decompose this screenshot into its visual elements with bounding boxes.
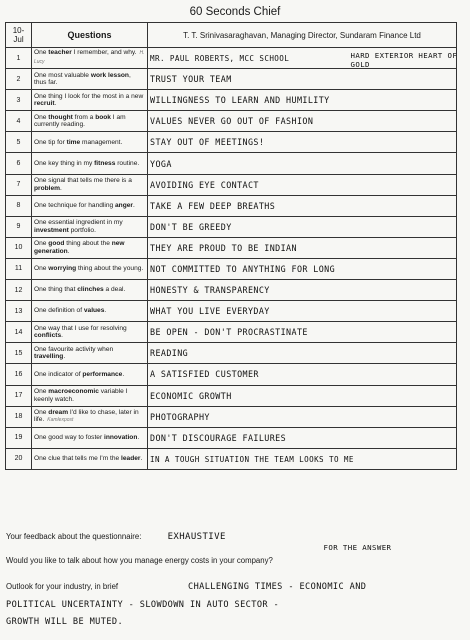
row-number: 4 (6, 111, 32, 132)
question-keyword: innovation (104, 433, 138, 441)
handwritten-answer (148, 258, 457, 279)
question-fragment: One (34, 49, 49, 57)
question-fragment: . (104, 307, 107, 315)
table-row (6, 385, 457, 406)
question-fragment: . (60, 184, 62, 192)
question-fragment: One (34, 408, 49, 416)
outlook-answer-line-3: GROWTH WILL BE MUTED. (6, 617, 124, 627)
question-fragment: One (34, 387, 49, 395)
answer-text: PHOTOGRAPHY (150, 411, 210, 422)
answer-text: BE OPEN - DON'T PROCRASTINATE (150, 327, 308, 338)
table-row (6, 132, 457, 153)
answer-text: IN A TOUGH SITUATION THE TEAM LOOKS TO ME (150, 454, 354, 464)
question-fragment: . (140, 455, 143, 463)
questions-header: Questions (32, 23, 148, 48)
table-row (6, 301, 457, 322)
question-fragment: a deal. (103, 286, 126, 294)
question-keyword: work lesson (90, 71, 129, 79)
handwritten-answer (148, 216, 457, 237)
question-text (32, 153, 148, 174)
question-fragment: One tip for (34, 138, 67, 146)
question-keyword: macroeconomic (48, 387, 99, 395)
question-fragment: One (34, 240, 49, 248)
row-number: 5 (6, 132, 32, 153)
question-fragment: I'd like to chase, later in life. (34, 408, 139, 424)
table-row (6, 406, 457, 427)
row-number: 10 (6, 237, 32, 258)
table-row (6, 448, 457, 469)
question-keyword: clinches (77, 286, 104, 294)
question-fragment: One thing that (34, 286, 78, 294)
table-row (6, 216, 457, 237)
handwritten-answer (148, 195, 457, 216)
question-fragment: I am currently reading. (34, 113, 126, 129)
question-fragment: One clue that tells me I'm the (34, 455, 122, 463)
question-text (32, 195, 148, 216)
table-row (6, 69, 457, 90)
page-title: 60 Seconds Chief (189, 6, 281, 18)
answer-text: NOT COMMITTED TO ANYTHING FOR LONG (150, 263, 336, 274)
question-fragment: One signal that tells me there is a (34, 177, 132, 185)
question-fragment: management. (80, 138, 123, 146)
pencil-note: H. Lucy (34, 50, 145, 66)
row-number: 8 (6, 195, 32, 216)
row-number: 11 (6, 258, 32, 279)
question-fragment: One good way to foster (34, 433, 105, 441)
row-number: 7 (6, 174, 32, 195)
question-keyword: anger (115, 201, 133, 209)
outlook-answer-line-1: CHALLENGING TIMES - ECONOMIC AND (188, 582, 367, 592)
table-row (6, 195, 457, 216)
question-keyword: teacher (48, 49, 72, 57)
question-keyword: thought (48, 113, 73, 121)
question-fragment: I remember, and why. (71, 49, 137, 57)
handwritten-answer (148, 90, 457, 111)
handwritten-answer (148, 280, 457, 301)
handwritten-answer (148, 153, 457, 174)
answer-text: DON'T DISCOURAGE FAILURES (150, 432, 287, 443)
handwritten-answer (148, 364, 457, 385)
question-text (32, 343, 148, 364)
row-number: 2 (6, 69, 32, 90)
row-number: 19 (6, 427, 32, 448)
question-text (32, 258, 148, 279)
row-number: 16 (6, 364, 32, 385)
question-fragment: One technique for handling (34, 201, 116, 209)
question-fragment: One (34, 113, 49, 121)
row-number: 18 (6, 406, 32, 427)
question-fragment: thing about the young. (76, 265, 144, 273)
outlook-label: Outlook for your industry, in brief (6, 582, 119, 591)
table-row (6, 364, 457, 385)
question-fragment: One way that I use for resolving (34, 324, 127, 332)
handwritten-answer (148, 322, 457, 343)
handwritten-answer (148, 48, 457, 69)
feedback-answer: EXHAUSTIVE (167, 532, 226, 542)
answer-text: TAKE A FEW DEEP BREATHS (150, 200, 276, 211)
answer-text: TRUST YOUR TEAM (150, 74, 232, 85)
handwritten-answer (148, 111, 457, 132)
question-fragment: One thing I look for the most in a new (34, 92, 144, 100)
question-text (32, 90, 148, 111)
question-keyword: fitness (94, 159, 116, 167)
question-keyword: investment (34, 226, 69, 234)
date-header: 10-Jul (6, 23, 32, 48)
answer-text: MR. PAUL ROBERTS, MCC SCHOOL (150, 54, 290, 64)
question-fragment: . (67, 247, 70, 255)
row-number: 15 (6, 343, 32, 364)
question-text (32, 427, 148, 448)
question-text (32, 406, 148, 427)
question-text (32, 280, 148, 301)
question-keyword: good (48, 240, 65, 248)
question-fragment: One (34, 265, 49, 273)
row-number: 17 (6, 385, 32, 406)
question-fragment: One indicator of (34, 370, 83, 378)
question-text (32, 111, 148, 132)
question-fragment: from a (72, 113, 96, 121)
feedback-line (6, 532, 226, 542)
row-number: 3 (6, 90, 32, 111)
question-keyword: worrying (48, 265, 77, 273)
pencil-note: Kamlexpost (47, 417, 74, 424)
question-text (32, 216, 148, 237)
question-text (32, 322, 148, 343)
outlook-answer-line-2: POLITICAL UNCERTAINTY - SLOWDOWN IN AUTO SECTOR - (6, 600, 280, 610)
chief-header: T. T. Srinivasaraghavan, Managing Director, Sundaram Finance Ltd (148, 23, 457, 48)
question-keyword: problem (34, 184, 61, 192)
question-fragment: routine. (115, 159, 140, 167)
row-number: 9 (6, 216, 32, 237)
question-text (32, 448, 148, 469)
question-text (32, 237, 148, 258)
answer-text: ECONOMIC GROWTH (150, 390, 232, 401)
question-fragment: . (61, 332, 63, 340)
answer-text: DON'T BE GREEDY (150, 221, 232, 232)
question-text (32, 301, 148, 322)
question-text (32, 48, 148, 69)
question-fragment: portfolio. (68, 226, 96, 234)
table-row (6, 48, 457, 69)
question-keyword: values (83, 307, 105, 315)
row-number: 20 (6, 448, 32, 469)
question-keyword: book (95, 113, 111, 121)
question-fragment: One favourite activity when (34, 345, 114, 353)
answer-text: VALUES NEVER GO OUT OF FASHION (150, 116, 314, 127)
question-text (32, 132, 148, 153)
question-keyword: recruit (34, 100, 55, 108)
question-keyword: time (66, 138, 81, 146)
question-keyword: conflicts (34, 332, 62, 340)
table-row (6, 153, 457, 174)
question-text (32, 69, 148, 90)
question-fragment: variable I keenly watch. (34, 387, 128, 403)
table-row (6, 280, 457, 301)
handwritten-answer (148, 237, 457, 258)
handwritten-answer (148, 385, 457, 406)
question-fragment: thing about the (64, 240, 112, 248)
question-text (32, 174, 148, 195)
question-text (32, 385, 148, 406)
question-fragment: , thus far. (34, 71, 131, 87)
handwritten-answer (148, 132, 457, 153)
question-text (32, 364, 148, 385)
answer-text: A SATISFIED CUSTOMER (150, 369, 259, 380)
question-fragment: . (54, 100, 57, 108)
question-fragment: One essential ingredient in my (34, 219, 123, 227)
question-fragment: . (137, 433, 140, 441)
question-fragment: One key thing in my (34, 159, 95, 167)
handwritten-answer (148, 343, 457, 364)
handwritten-answer (148, 69, 457, 90)
table-row (6, 90, 457, 111)
question-fragment: One definition of (34, 307, 84, 315)
question-keyword: performance (82, 370, 123, 378)
answer-text: HONESTY & TRANSPARENCY (150, 285, 270, 296)
answer-text: WILLINGNESS TO LEARN AND HUMILITY (150, 95, 330, 106)
question-fragment: . (63, 353, 66, 361)
answer-text: THEY ARE PROUD TO BE INDIAN (150, 242, 297, 253)
table-row (6, 258, 457, 279)
answer-continuation: HARD EXTERIOR HEART OF GOLD (350, 50, 458, 69)
row-number: 12 (6, 280, 32, 301)
row-number: 14 (6, 322, 32, 343)
answer-text: WHAT YOU LIVE EVERYDAY (150, 306, 270, 317)
row-number: 1 (6, 48, 32, 69)
answer-text: AVOIDING EYE CONTACT (150, 179, 259, 190)
question-fragment: . (132, 201, 135, 209)
handwritten-answer (148, 174, 457, 195)
row-number: 6 (6, 153, 32, 174)
question-keyword: new generation (34, 240, 125, 255)
handwritten-answer (148, 427, 457, 448)
answer-continuation: FOR THE ANSWER (323, 542, 392, 552)
answer-text: STAY OUT OF MEETINGS! (150, 137, 265, 148)
answer-text: READING (150, 348, 189, 359)
table-row (6, 174, 457, 195)
table-row (6, 427, 457, 448)
row-number: 13 (6, 301, 32, 322)
question-keyword: dream (48, 408, 69, 416)
energy-question: Would you like to talk about how you manage energy costs in your company? (6, 556, 273, 565)
table-row (6, 111, 457, 132)
table-row (6, 343, 457, 364)
handwritten-answer (148, 301, 457, 322)
question-fragment: . (122, 370, 125, 378)
answer-text: YOGA (150, 158, 172, 169)
question-keyword: travelling (34, 353, 64, 361)
question-fragment: One most valuable (34, 71, 91, 79)
question-keyword: leader (121, 455, 141, 463)
table-row (6, 322, 457, 343)
table-row (6, 237, 457, 258)
feedback-label: Your feedback about the questionnaire: (6, 532, 142, 541)
handwritten-answer (148, 406, 457, 427)
